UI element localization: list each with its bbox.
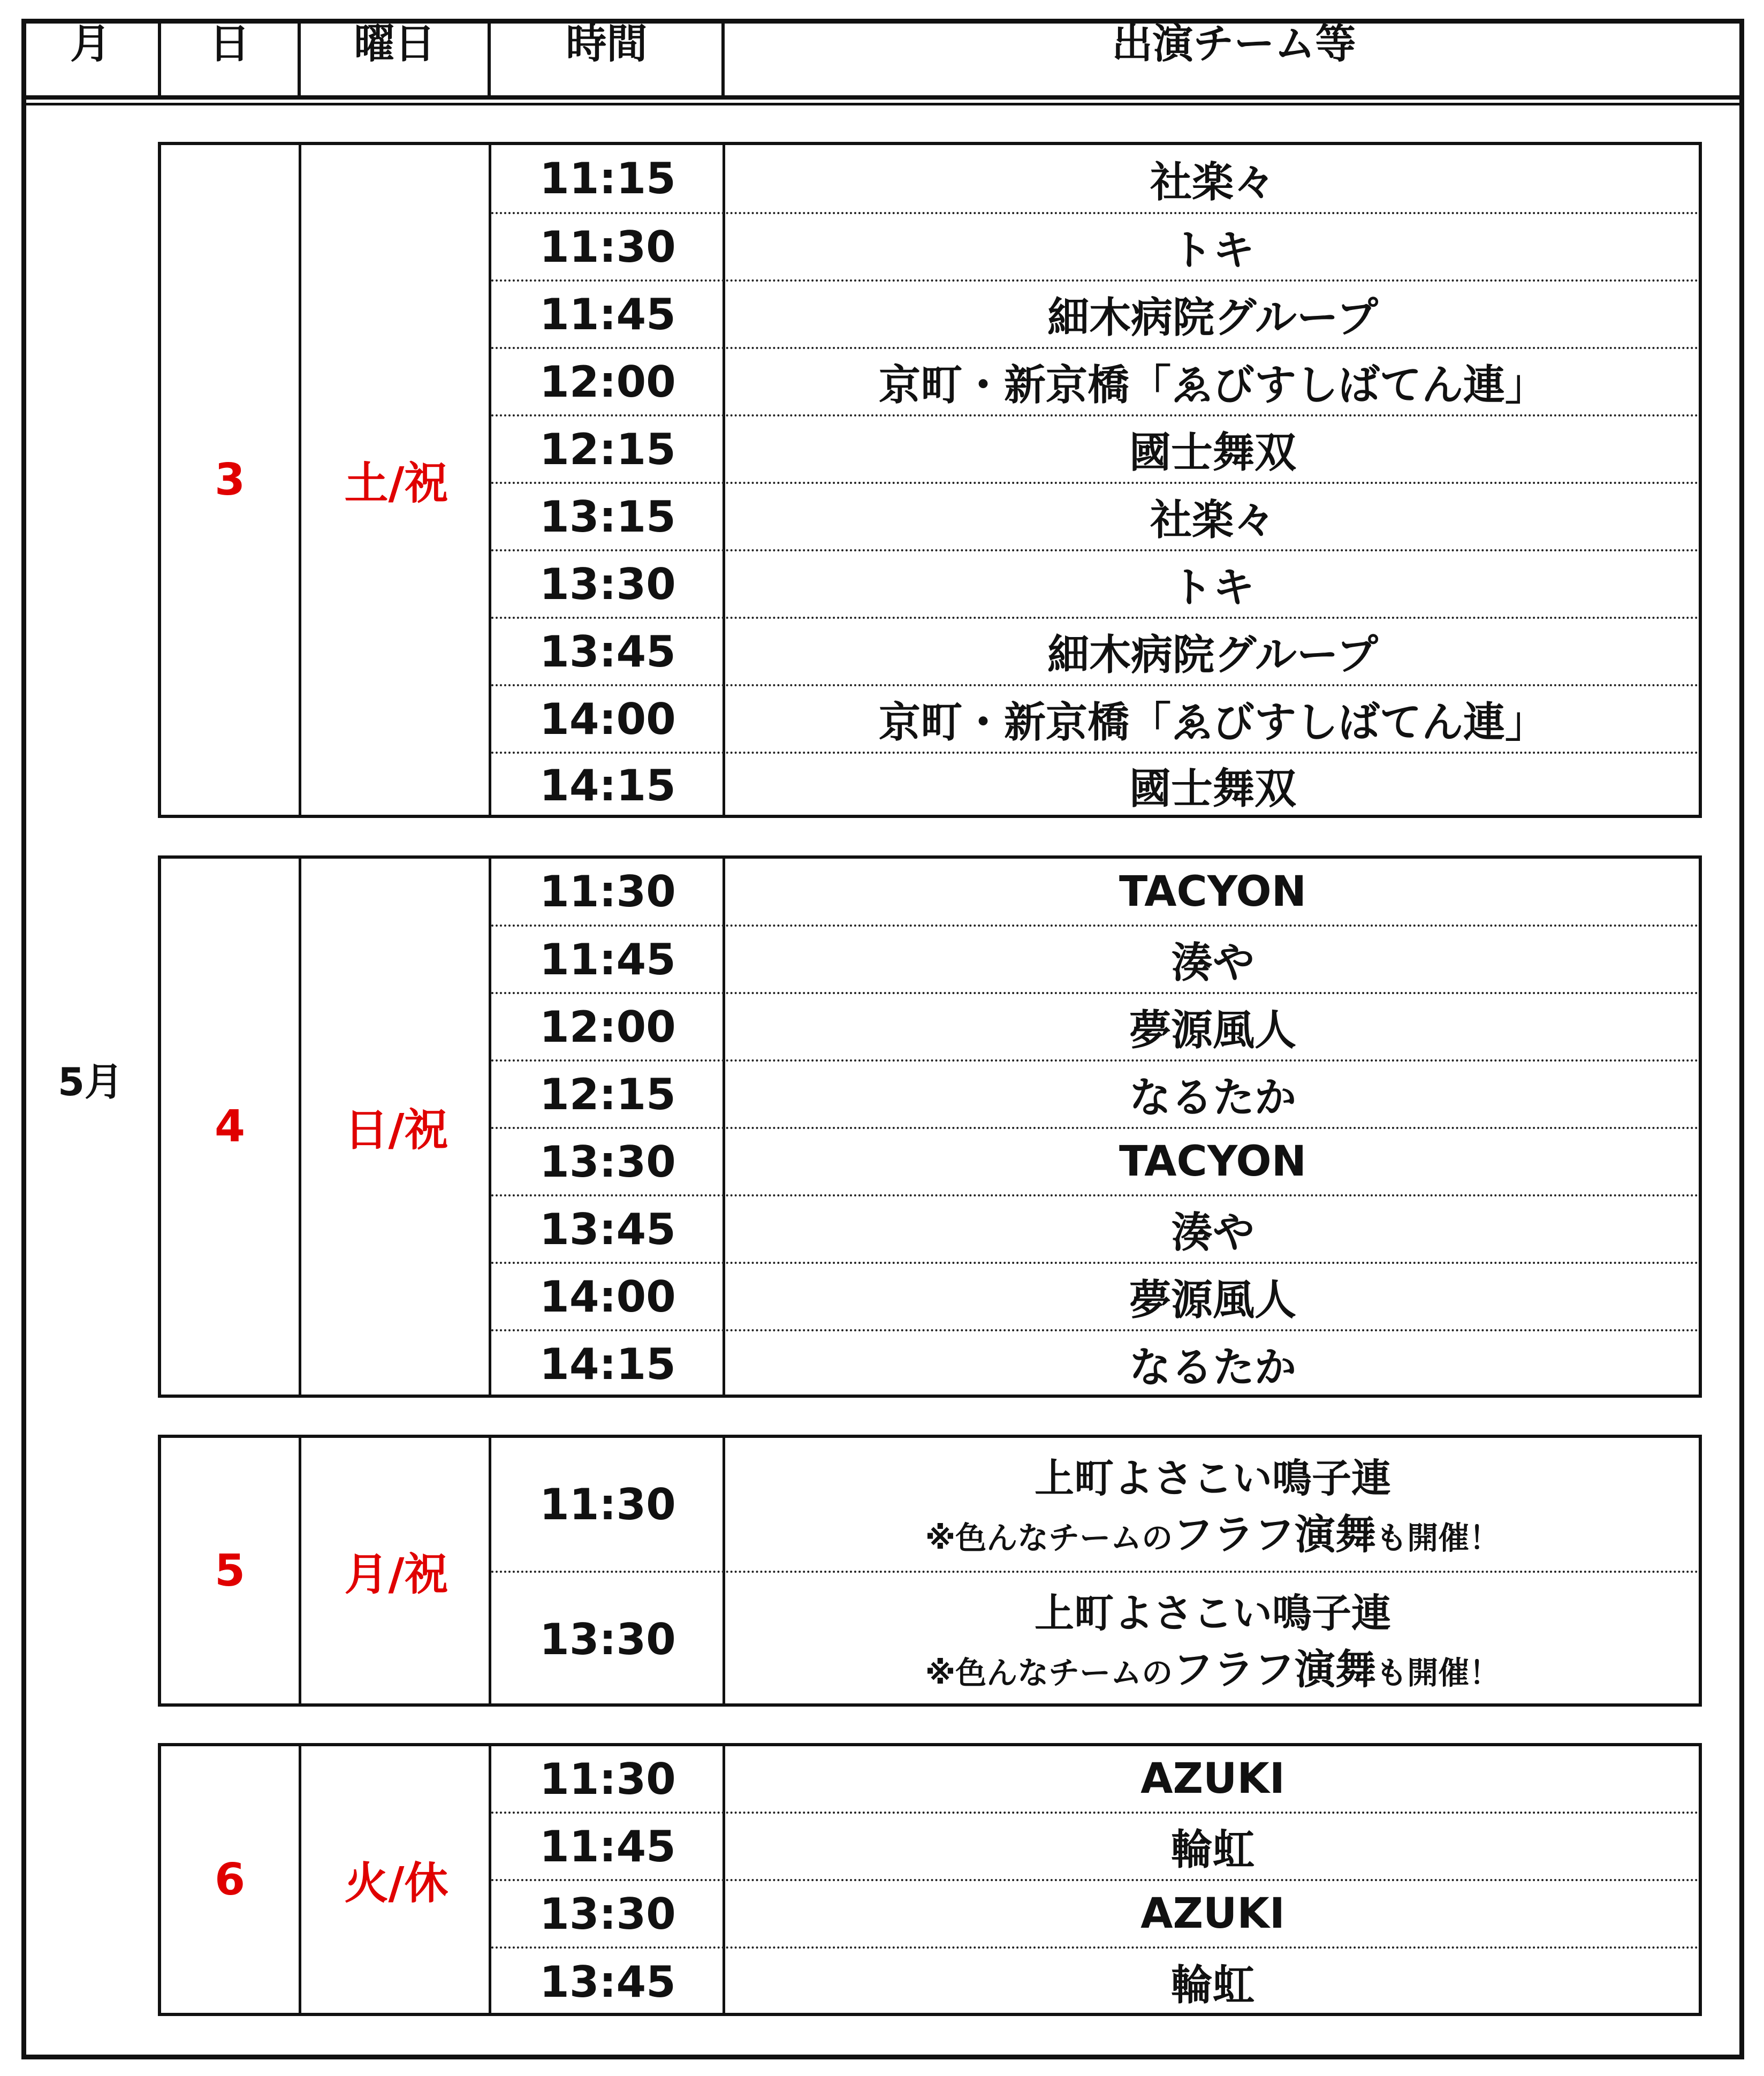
table-row: [491, 1194, 1699, 1262]
table-row: [491, 549, 1699, 617]
team-cell: 湊や: [1170, 939, 1254, 987]
header-team: 出演チーム等: [1112, 19, 1356, 67]
time-cell: 11:15: [539, 154, 676, 203]
note-mid: も: [1376, 1520, 1408, 1556]
time-cell: 11:30: [539, 1479, 676, 1529]
table-row: [491, 482, 1699, 549]
header-divider: [298, 19, 301, 99]
team-cell: TACYON: [1119, 1138, 1307, 1186]
team-cell: 輪虹: [1170, 1961, 1254, 2010]
header-divider: [158, 19, 161, 99]
time-cell: 12:15: [539, 424, 676, 474]
time-cell: 13:45: [539, 1204, 676, 1254]
day-block-3: [158, 142, 1702, 818]
time-cell: 12:15: [539, 1069, 676, 1119]
header-month: 月: [70, 19, 111, 67]
weekday-label: 月/祝: [344, 1549, 448, 1600]
weekday-label: 土/祝: [344, 458, 448, 509]
time-cell: 14:15: [539, 1339, 676, 1389]
note-prefix: ※色んなチームの: [925, 1520, 1173, 1556]
note-mid: も: [1376, 1655, 1408, 1691]
table-row: [491, 684, 1699, 752]
column-divider: [299, 145, 301, 815]
team-cell: トキ: [1170, 564, 1254, 612]
day-number: 6: [214, 1854, 246, 1905]
weekday-label: 火/休: [344, 1858, 448, 1909]
time-cell: 11:45: [539, 1821, 676, 1872]
month-cell: 5月: [57, 1059, 124, 1104]
table-row: [491, 1812, 1699, 1879]
time-cell: 13:45: [539, 626, 676, 677]
header-rule: [21, 103, 1744, 105]
event-note: [925, 1646, 1500, 1697]
day-block-5: [158, 1435, 1702, 1707]
day-number: 5: [214, 1545, 246, 1596]
team-cell: トキ: [1170, 226, 1254, 275]
team-cell: TACYON: [1119, 867, 1307, 916]
day-number: 3: [214, 454, 246, 505]
time-cell: 13:30: [539, 559, 676, 609]
team-cell: なるたか: [1129, 1344, 1296, 1392]
team-cell: 細木病院グループ: [1047, 631, 1378, 679]
team-cell: 夢源風人: [1129, 1276, 1296, 1324]
time-cell: 12:00: [539, 357, 676, 407]
time-cell: 11:30: [539, 1754, 676, 1804]
header-rule: [21, 95, 1744, 100]
table-row: [491, 1127, 1699, 1194]
time-cell: 13:15: [539, 491, 676, 542]
table-row: [491, 212, 1699, 279]
team-cell: [727, 1438, 1699, 1571]
table-row: [491, 1262, 1699, 1329]
team-cell: 湊や: [1170, 1209, 1254, 1257]
team-cell: 社楽々: [1150, 158, 1275, 207]
time-cell: 11:45: [539, 289, 676, 339]
team-cell: なるたか: [1129, 1074, 1296, 1122]
event-note: [925, 1511, 1500, 1562]
note-suffix: 開催！: [1407, 1655, 1501, 1691]
table-row: [491, 347, 1699, 414]
team-cell: AZUKI: [1140, 1755, 1285, 1803]
table-row: [491, 617, 1699, 684]
time-cell: 11:30: [539, 867, 676, 916]
note-emphasis: フラフ演舞: [1173, 1511, 1377, 1558]
table-row: [491, 1946, 1699, 2015]
team-cell: 社楽々: [1150, 496, 1275, 544]
table-row: [491, 1571, 1699, 1706]
weekday-label: 日/祝: [344, 1105, 448, 1156]
header-divider: [488, 19, 491, 99]
day-number: 4: [214, 1101, 246, 1152]
header-divider: [721, 19, 725, 99]
team-cell: 國士舞双: [1129, 765, 1296, 813]
note-suffix: 開催！: [1407, 1520, 1501, 1556]
time-cell: 13:30: [539, 1614, 676, 1664]
table-row: [491, 414, 1699, 482]
team-name: 上町よさこい鳴子連: [1035, 1590, 1391, 1636]
table-row: [491, 145, 1699, 212]
time-cell: 11:45: [539, 934, 676, 984]
team-cell: 夢源風人: [1129, 1006, 1296, 1055]
team-cell: 輪虹: [1170, 1826, 1254, 1874]
day-block-6: [158, 1743, 1702, 2016]
column-divider: [299, 1438, 301, 1703]
team-cell: 京町・新京橋「ゑびすしばてん連」: [878, 699, 1547, 747]
header-day: 日: [209, 19, 250, 67]
note-prefix: ※色んなチームの: [925, 1655, 1173, 1691]
time-cell: 14:00: [539, 694, 676, 744]
team-cell: 京町・新京橋「ゑびすしばてん連」: [878, 361, 1547, 410]
note-emphasis: フラフ演舞: [1173, 1646, 1377, 1693]
table-row: [491, 279, 1699, 347]
column-divider: [299, 859, 301, 1395]
table-row: [491, 1746, 1699, 1812]
header-time: 時間: [566, 19, 648, 67]
time-cell: 13:30: [539, 1137, 676, 1187]
time-cell: 13:30: [539, 1889, 676, 1939]
table-row: [491, 1059, 1699, 1127]
header-weekday: 曜日: [354, 19, 436, 67]
team-cell: AZUKI: [1140, 1890, 1285, 1938]
table-row: [491, 752, 1699, 817]
table-row: [491, 925, 1699, 992]
team-cell: [727, 1573, 1699, 1706]
day-block-4: [158, 855, 1702, 1398]
time-cell: 14:15: [539, 760, 676, 810]
table-row: [491, 1438, 1699, 1571]
table-row: [491, 992, 1699, 1059]
table-row: [491, 1329, 1699, 1397]
table-row: [491, 1879, 1699, 1946]
time-cell: 13:45: [539, 1957, 676, 2007]
time-cell: 12:00: [539, 1002, 676, 1052]
time-cell: 11:30: [539, 222, 676, 272]
team-cell: 細木病院グループ: [1047, 294, 1378, 342]
time-cell: 14:00: [539, 1271, 676, 1322]
table-row: [491, 859, 1699, 925]
team-cell: 國士舞双: [1129, 429, 1296, 477]
column-divider: [299, 1746, 301, 2013]
team-name: 上町よさこい鳴子連: [1035, 1456, 1391, 1502]
